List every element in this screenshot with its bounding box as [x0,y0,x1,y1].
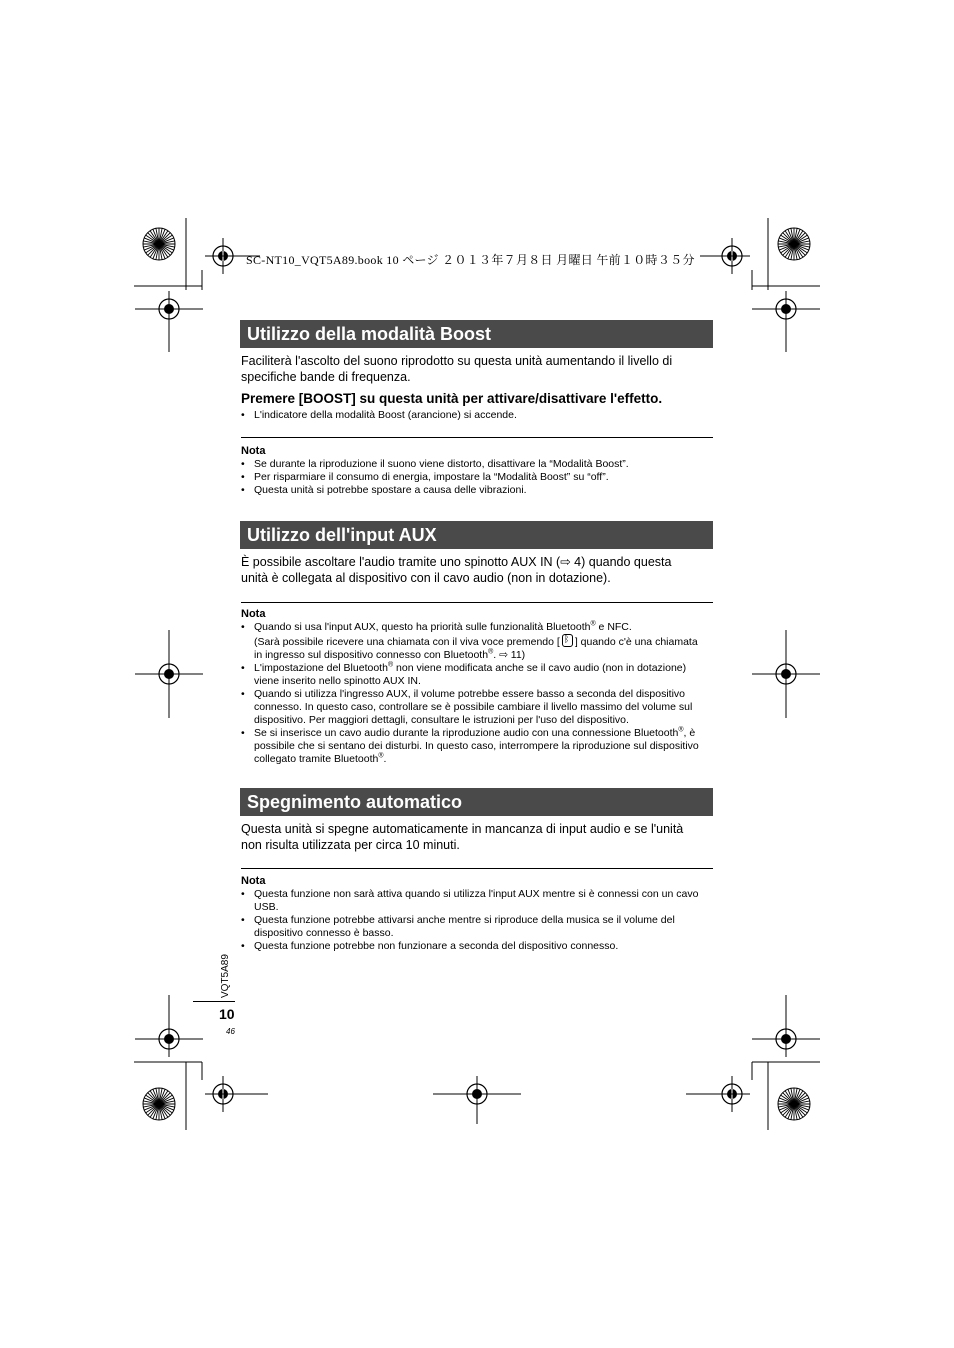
list-item: • Questa funzione non sarà attiva quando si utilizza l'input AUX mentre si è connessi con un cavo USB. [241,888,713,914]
registered-mark: ® [488,648,494,656]
list-item [241,621,713,662]
nota-title-auto-off: Nota [241,875,266,887]
aux-notes [241,621,713,766]
list-item: • L'indicatore della modalità Boost (arancione) si accende. [241,409,713,422]
note-text: L'impostazione del Bluetooth [254,662,388,674]
page-number: 10 [219,1006,235,1022]
boost-intro [241,354,713,385]
list-item: • Quando si utilizza l'ingresso AUX, il volume potrebbe essere basso a seconda del dispositivo connesso. In questo caso, controllare se è possibile cambiare il livello massimo del volume sul dispositivo. Per maggiori dettagli, consultare le istruzioni per l'uso del dispositivo. [241,688,713,727]
list-item: • Questa funzione potrebbe non funzionare a seconda del dispositivo connesso. [241,940,713,953]
boost-instruction: Premere [BOOST] su questa unità per attivare/disattivare l'effetto. [241,391,663,406]
registered-mark: ® [590,620,596,628]
list-item: • Questa unità si potrebbe spostare a causa delle vibrazioni. [241,484,713,497]
bluetooth-button-icon [562,634,573,647]
nota-title-aux: Nota [241,608,266,620]
note-text: Quando si usa l'input AUX, questo ha priorità sulle funzionalità Bluetooth [254,621,591,633]
auto-off-intro-line1: Questa unità si spegne automaticamente in mancanza di input audio e se l'unità [241,822,684,836]
section-title-auto-off: Spegnimento automatico [240,788,713,816]
list-item: • Se durante la riproduzione il suono viene distorto, disattivare la “Modalità Boost”. [241,458,713,471]
aux-intro [241,555,713,586]
divider [241,602,713,603]
note-text: , è possibile che si sentano dei disturbi. In questo caso, interrompere la riproduzione sul dispositivo collegato tramite Bluetooth [254,727,699,765]
note-text: (Sarà possibile ricevere una chiamata con il viva voce premendo [ [254,636,560,648]
divider [241,868,713,869]
registered-mark: ® [678,726,684,734]
print-header-line: SC-NT10_VQT5A89.book 10 ページ ２０１３年７月８日 月曜日 午前１０時３５分 [246,253,695,267]
registered-mark: ® [387,661,394,669]
auto-off-intro [241,822,713,853]
note-text: ] quando c'è una chiamata [574,636,698,648]
boost-bullet-list [241,409,713,422]
list-item [241,727,713,766]
note-text: . ⇨ 11) [493,649,526,661]
section-title-aux: Utilizzo dell'input AUX [240,521,713,549]
divider [241,437,713,438]
list-item: • Per risparmiare il consumo di energia, impostare la “Modalità Boost” su “off”. [241,471,713,484]
boost-intro-line1: Faciliterà l'ascolto del suono riprodotto su questa unità aumentando il livello di [241,354,673,368]
sub-page-number: 46 [226,1027,235,1036]
auto-off-intro-line2: non risulta utilizzata per circa 10 minuti. [241,837,460,852]
boost-notes [241,458,713,497]
auto-off-notes [241,888,713,953]
list-item [241,662,713,688]
registered-mark: ® [378,752,384,760]
list-item: • Questa funzione potrebbe attivarsi anche mentre si riproduce della musica se il volume del dispositivo connesso è basso. [241,914,713,940]
aux-intro-line2: unità è collegata al dispositivo con il cavo audio (non in dotazione). [241,570,611,585]
nota-title-boost: Nota [241,445,266,457]
footer-divider [193,1001,235,1002]
section-title-boost: Utilizzo della modalità Boost [240,320,713,348]
note-text: Se si inserisce un cavo audio durante la riproduzione audio con una connessione Bluetooth [254,727,679,739]
boost-intro-line2: specifiche bande di frequenza. [241,369,411,384]
note-text: . [383,753,387,765]
model-code: VQT5A89 [220,954,231,998]
note-text: e NFC. [595,621,632,633]
note-text: in ingresso sul dispositivo connesso con Bluetooth [254,649,489,661]
aux-intro-line1: È possibile ascoltare l'audio tramite uno spinotto AUX IN (⇨ 4) quando questa [241,555,672,569]
note-text: non viene modificata anche se il cavo audio (non in dotazione) viene inserito nello spinotto AUX IN. [254,662,687,687]
